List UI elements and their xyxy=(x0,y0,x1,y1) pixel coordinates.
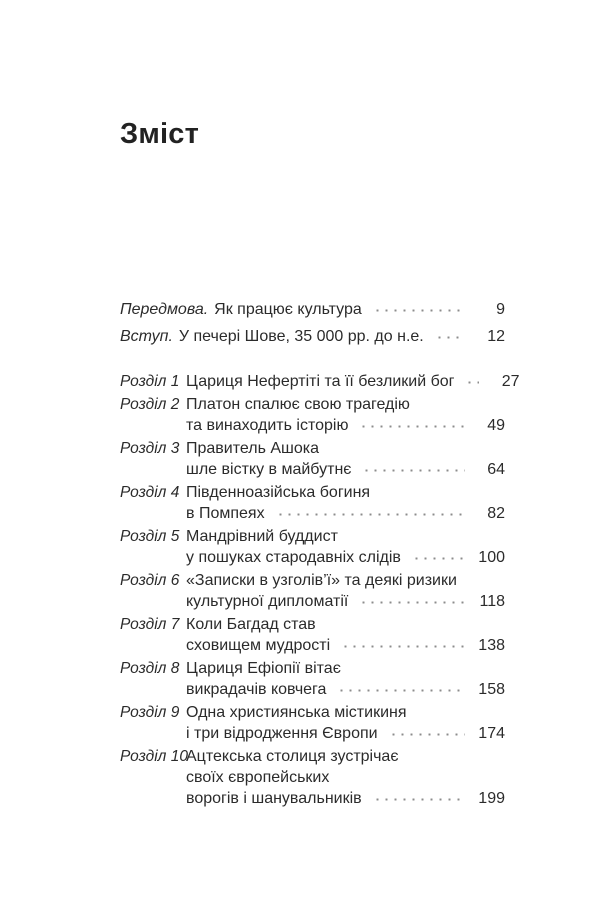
chapter-title-line xyxy=(186,746,505,767)
toc-entry xyxy=(120,702,505,744)
entry-page-number: 64 xyxy=(487,461,505,478)
chapter-title-text: сховищем мудрості xyxy=(186,637,331,654)
chapter-title-text: Одна християнська містикиня xyxy=(186,704,407,721)
chapter-title-lines xyxy=(186,658,505,700)
chapter-title-text: шле вістку в майбутнє xyxy=(186,461,352,478)
chapter-title-lines xyxy=(186,746,505,809)
chapter-title-line xyxy=(186,723,505,744)
dot-leader xyxy=(357,423,465,428)
chapter-title-line xyxy=(186,679,505,700)
chapter-title-text: ворогів і шанувальників xyxy=(186,790,362,807)
chapter-title-text: «Записки в узголів’ї» та деякі ризики xyxy=(186,572,457,589)
chapter-title-lines xyxy=(186,438,505,480)
chapter-title-lines xyxy=(186,614,505,656)
entry-page-number: 199 xyxy=(478,790,505,807)
entry-page-number: 174 xyxy=(478,725,505,742)
chapter-title-lines xyxy=(186,570,505,612)
chapter-title-text: культурної дипломатії xyxy=(186,593,349,610)
chapter-label: Розділ 3 xyxy=(120,440,180,457)
dot-leader xyxy=(433,334,465,339)
dot-leader xyxy=(335,687,465,692)
entry-page-number: 118 xyxy=(479,593,505,610)
chapter-label: Розділ 8 xyxy=(120,660,180,677)
chapter-label: Розділ 1 xyxy=(120,373,180,390)
chapter-title-line xyxy=(186,503,505,524)
entry-page-number: 9 xyxy=(496,301,505,318)
chapter-title-text: Цариця Ефіопії вітає xyxy=(186,660,341,677)
chapter-list xyxy=(120,371,520,809)
chapter-title-text: Правитель Ашока xyxy=(186,440,320,457)
chapter-title-text: Коли Багдад став xyxy=(186,616,316,633)
chapter-title-text: у пошуках стародавніх слідів xyxy=(186,549,401,566)
chapter-title-lines xyxy=(186,526,505,568)
chapter-title-line xyxy=(186,591,505,612)
dot-leader xyxy=(387,731,465,736)
chapter-title-text: Цариця Нефертіті та її безликий бог xyxy=(186,373,455,390)
chapter-label: Розділ 7 xyxy=(120,616,180,633)
chapter-label: Розділ 6 xyxy=(120,572,180,589)
chapter-title-line xyxy=(186,570,505,591)
page-title: Зміст xyxy=(120,118,200,150)
dot-leader xyxy=(357,599,465,604)
chapter-label: Розділ 2 xyxy=(120,396,180,413)
toc-entry xyxy=(120,482,505,524)
chapter-label: Розділ 4 xyxy=(120,484,180,501)
toc-entry xyxy=(120,570,505,612)
chapter-title-lines xyxy=(186,394,505,436)
entry-page-number: 100 xyxy=(478,549,505,566)
toc-entry xyxy=(120,658,505,700)
chapter-title-line xyxy=(186,547,505,568)
chapter-title-line xyxy=(186,526,505,547)
chapter-title-line xyxy=(186,635,505,656)
chapter-title-lines xyxy=(186,371,520,392)
chapter-title-text: та винаходить історію xyxy=(186,417,349,434)
chapter-title-text: своїх європейських xyxy=(186,769,330,786)
toc-entry xyxy=(120,299,505,320)
chapter-title-line xyxy=(186,459,505,480)
chapter-title-text: і три відродження Європи xyxy=(186,725,378,742)
chapter-title-text: викрадачів ковчега xyxy=(186,681,327,698)
dot-leader xyxy=(339,643,465,648)
chapter-title-text: Платон спалює свою трагедію xyxy=(186,396,410,413)
chapter-title-line xyxy=(186,371,520,392)
entry-prefix: Передмова. xyxy=(120,301,209,318)
chapter-title-line xyxy=(186,394,505,415)
toc-entry xyxy=(120,746,505,809)
dot-leader xyxy=(360,467,465,472)
toc-entry xyxy=(120,614,505,656)
entry-page-number: 82 xyxy=(487,505,505,522)
chapter-title-line xyxy=(186,482,505,503)
dot-leader xyxy=(371,796,465,801)
entry-page-number: 158 xyxy=(478,681,505,698)
chapter-title-line xyxy=(186,614,505,635)
chapter-title-lines xyxy=(186,482,505,524)
toc-entry xyxy=(120,371,520,392)
chapter-title-line xyxy=(186,702,505,723)
chapter-title-text: Ацтекська столиця зустрічає xyxy=(186,748,399,765)
toc-entry xyxy=(120,394,505,436)
chapter-title-line xyxy=(186,415,505,436)
dot-leader xyxy=(274,511,465,516)
entry-page-number: 49 xyxy=(487,417,505,434)
dot-leader xyxy=(371,307,465,312)
chapter-label: Розділ 10 xyxy=(120,748,188,765)
chapter-title-text: Мандрівний буддист xyxy=(186,528,338,545)
chapter-title-line xyxy=(186,658,505,679)
chapter-label: Розділ 5 xyxy=(120,528,180,545)
chapter-label: Розділ 9 xyxy=(120,704,180,721)
dot-leader xyxy=(463,379,479,384)
chapter-title-line xyxy=(186,788,505,809)
front-matter-list xyxy=(120,299,505,347)
chapter-title-line xyxy=(186,438,505,459)
toc-entry xyxy=(120,438,505,480)
entry-prefix: Вступ. xyxy=(120,328,173,345)
entry-title: У печері Шове, 35 000 рр. до н.е. xyxy=(178,328,424,345)
entry-page-number: 138 xyxy=(478,637,505,654)
entry-page-number: 12 xyxy=(487,328,505,345)
chapter-title-line xyxy=(186,767,505,788)
entry-page-number: 27 xyxy=(501,373,520,390)
chapter-title-text: в Помпеях xyxy=(186,505,265,522)
entry-title: Як працює культура xyxy=(214,301,362,318)
toc-entry xyxy=(120,526,505,568)
chapter-title-text: Південноазійська богиня xyxy=(186,484,371,501)
dot-leader xyxy=(410,555,465,560)
toc-entry xyxy=(120,326,505,347)
toc-entry-line xyxy=(120,326,505,347)
toc-entry-line xyxy=(120,299,505,320)
chapter-title-lines xyxy=(186,702,505,744)
